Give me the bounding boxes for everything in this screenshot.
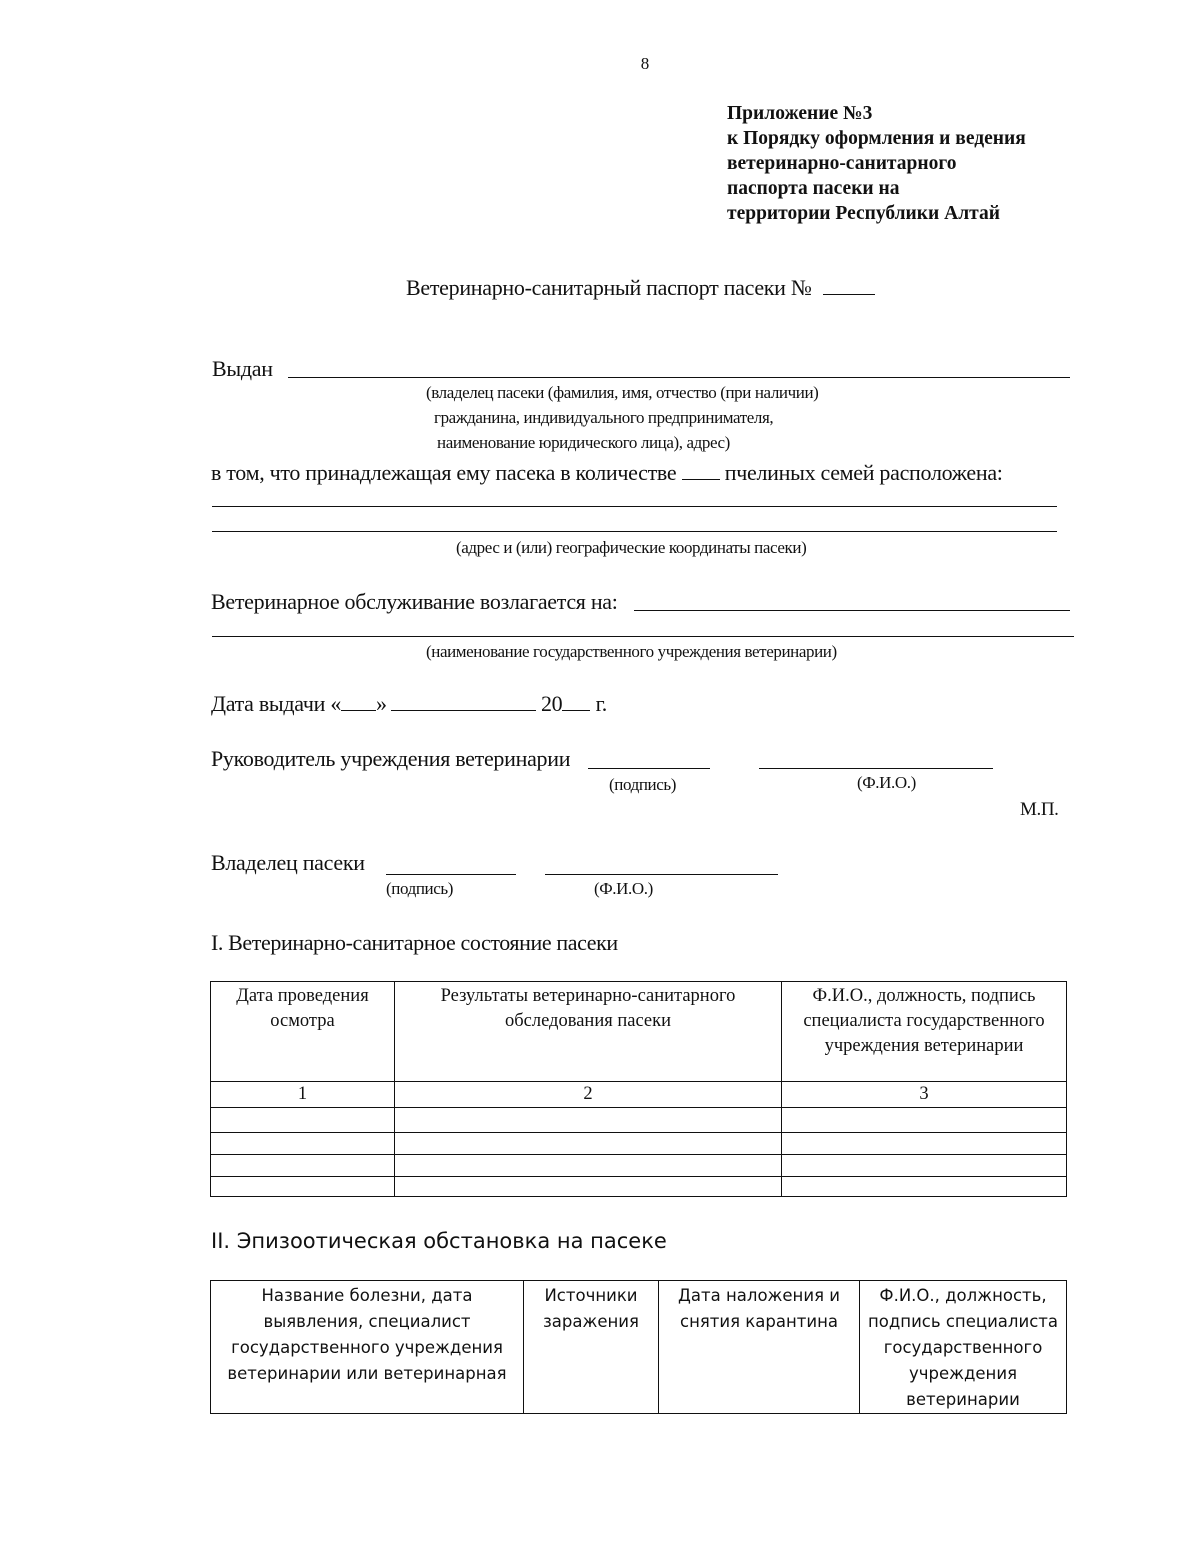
vet-service-field-line[interactable]: [212, 636, 1074, 637]
section2-table: [210, 1280, 1067, 1414]
column-header-infection-source: Источники заражения: [524, 1281, 659, 1414]
owner-signature-hint: (подпись): [386, 879, 453, 898]
vet-service-hint: (наименование государственного учреждения ветеринарии): [426, 642, 837, 661]
table-header-row: [211, 1281, 1067, 1414]
column-header-date: Дата проведения осмотра: [211, 982, 395, 1082]
table-row: [211, 1155, 1067, 1177]
column-number: 2: [395, 1082, 782, 1108]
table-cell[interactable]: [211, 1177, 395, 1197]
location-sentence: [211, 460, 1003, 486]
owner-name-hint: (Ф.И.О.): [594, 879, 653, 898]
passport-number-field[interactable]: [823, 276, 875, 295]
table-row: [211, 1177, 1067, 1197]
appendix-line: паспорта пасеки на: [727, 178, 900, 199]
head-name-hint: (Ф.И.О.): [857, 773, 916, 792]
table-cell[interactable]: [395, 1108, 782, 1133]
table-row: [211, 1108, 1067, 1133]
location-field-line[interactable]: [212, 531, 1057, 532]
vet-service-label: Ветеринарное обслуживание возлагается на:: [211, 589, 618, 614]
head-signature-line[interactable]: [588, 768, 710, 769]
table-cell[interactable]: [211, 1133, 395, 1155]
column-header-specialist: Ф.И.О., должность, подпись специалиста государственного учреждения ветеринарии: [782, 982, 1067, 1082]
issue-date-label: Дата выдачи «: [211, 691, 342, 716]
bee-colonies-count-field[interactable]: [682, 461, 720, 480]
head-label: Руководитель учреждения ветеринарии: [211, 746, 571, 771]
owner-hint-line: (владелец пасеки (фамилия, имя, отчество (при наличии): [426, 383, 819, 402]
issue-year-prefix: 20: [540, 691, 563, 716]
issue-date: [211, 691, 607, 717]
head-signature-hint: (подпись): [609, 775, 676, 794]
owner-label: Владелец пасеки: [211, 850, 365, 875]
location-text-before: в том, что принадлежащая ему пасека в количестве: [211, 460, 677, 485]
section2-title: II. Эпизоотическая обстановка на пасеке: [211, 1229, 667, 1253]
table-header-row: [211, 982, 1067, 1082]
owner-field-line[interactable]: [288, 377, 1070, 378]
section1-table: [210, 981, 1067, 1197]
table-number-row: [211, 1082, 1067, 1108]
column-header-results: Результаты ветеринарно-санитарного обследования пасеки: [395, 982, 782, 1082]
table-cell[interactable]: [782, 1108, 1067, 1133]
document-title-text: Ветеринарно-санитарный паспорт пасеки №: [406, 275, 812, 300]
column-header-specialist: Ф.И.О., должность, подпись специалиста государственного учреждения ветеринарии: [860, 1281, 1067, 1414]
issue-month-field[interactable]: [391, 692, 536, 711]
column-header-quarantine-dates: Дата наложения и снятия карантина: [659, 1281, 860, 1414]
page-number: 8: [640, 54, 650, 73]
location-hint: (адрес и (или) географические координаты пасеки): [456, 538, 807, 557]
section1-title: I. Ветеринарно-санитарное состояние пасеки: [211, 930, 618, 955]
column-header-disease: Название болезни, дата выявления, специалист государственного учреждения ветеринарии или ветеринарная: [211, 1281, 524, 1414]
table-cell[interactable]: [782, 1155, 1067, 1177]
document-title: [406, 275, 875, 301]
table-cell[interactable]: [395, 1155, 782, 1177]
table-cell[interactable]: [211, 1108, 395, 1133]
table-row: [211, 1133, 1067, 1155]
owner-hint-line: гражданина, индивидуального предпринимателя,: [434, 408, 774, 427]
table-cell[interactable]: [782, 1133, 1067, 1155]
issue-date-close-quote: »: [376, 691, 387, 716]
owner-name-line[interactable]: [545, 874, 778, 875]
table-cell[interactable]: [395, 1177, 782, 1197]
location-text-after: пчелиных семей расположена:: [724, 460, 1003, 485]
table-cell[interactable]: [782, 1177, 1067, 1197]
column-number: 3: [782, 1082, 1067, 1108]
appendix-line: территории Республики Алтай: [727, 203, 1000, 224]
issue-day-field[interactable]: [341, 692, 376, 711]
location-field-line[interactable]: [212, 506, 1057, 507]
owner-signature-line[interactable]: [386, 874, 516, 875]
issue-year-field[interactable]: [562, 692, 590, 711]
appendix-line: к Порядку оформления и ведения: [727, 128, 1026, 149]
appendix-line: Приложение №3: [727, 103, 873, 124]
appendix-heading: [727, 101, 1026, 226]
table-cell[interactable]: [395, 1133, 782, 1155]
issued-label: Выдан: [212, 356, 273, 381]
owner-hint-line: наименование юридического лица), адрес): [437, 433, 730, 452]
head-name-line[interactable]: [759, 768, 993, 769]
issue-year-suffix: г.: [595, 691, 608, 716]
appendix-line: ветеринарно-санитарного: [727, 153, 957, 174]
table-cell[interactable]: [211, 1155, 395, 1177]
column-number: 1: [211, 1082, 395, 1108]
stamp-place: М.П.: [1020, 799, 1059, 820]
vet-service-field-line[interactable]: [634, 610, 1070, 611]
